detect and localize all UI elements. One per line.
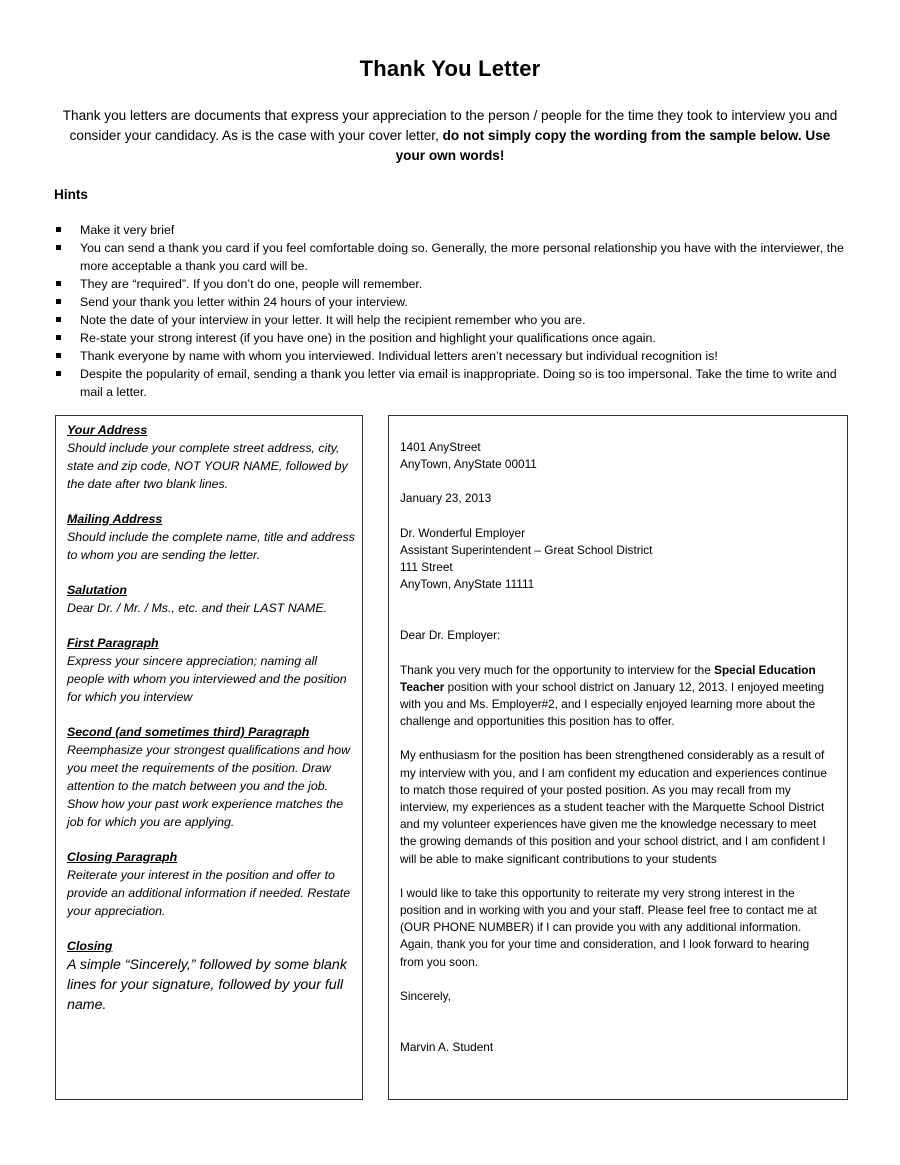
hint-text: You can send a thank you card if you feel comfortable doing so. Generally, the more personal relationship you have with the interviewer, the more acceptable a thank you card will be. xyxy=(80,241,844,273)
recipient-city: AnyTown, AnyState 11111 xyxy=(400,577,535,592)
bullet-icon xyxy=(56,281,61,286)
hint-item xyxy=(54,311,854,329)
letter-closing: Sincerely, xyxy=(400,988,451,1003)
guide-text: A simple “Sincerely,” followed by some blank lines for your signature, followed by your full name. xyxy=(67,957,347,1013)
recipient-name: Dr. Wonderful Employer xyxy=(400,525,526,540)
guide-text: Should include your complete street address, city, state and zip code, NOT YOUR NAME, followed by the date after two blank lines. xyxy=(67,441,348,491)
guide-heading: First Paragraph xyxy=(67,636,159,650)
letter-paragraph-2: My enthusiasm for the position has been strengthened considerably as a result of my interview with you, and I am confident my education and experiences continue to match those required of your posted position. As you may recall from my interview, my experiences as a student teacher with the Marquette School District and my volunteer experiences have given me the knowledge necessary to meet the growing demands of this position and your school district, and I am confident I will be able to make significant contributions to your students xyxy=(400,748,827,866)
sample-letter xyxy=(400,439,830,1056)
paragraph-text: Thank you very much for the opportunity to interview for the xyxy=(400,662,715,677)
bullet-icon xyxy=(56,299,61,304)
hint-text: Re-state your strong interest (if you have one) in the position and highlight your qualifications once again. xyxy=(80,331,656,345)
hint-item xyxy=(54,329,854,347)
bullet-icon xyxy=(56,227,61,232)
hint-text: Despite the popularity of email, sending a thank you letter via email is inappropriate. Doing so is too impersonal. Take the time to write and mail a letter. xyxy=(80,367,837,399)
letter-guide xyxy=(67,421,357,1032)
hint-item xyxy=(54,275,854,293)
guide-section-salutation xyxy=(67,581,357,617)
hint-text: Send your thank you letter within 24 hours of your interview. xyxy=(80,295,408,309)
guide-heading: Closing xyxy=(67,939,113,953)
hints-heading: Hints xyxy=(54,187,88,202)
hint-item xyxy=(54,293,854,311)
intro-paragraph xyxy=(54,106,846,166)
guide-section-your-address xyxy=(67,421,357,493)
hints-list xyxy=(54,221,854,401)
position-title: Special Education Teacher xyxy=(400,662,816,694)
hint-item xyxy=(54,365,854,401)
sender-street: 1401 AnyStreet xyxy=(400,440,481,454)
letter-date: January 23, 2013 xyxy=(400,491,492,506)
recipient-street: 111 Street xyxy=(400,560,453,575)
recipient-title: Assistant Superintendent – Great School District xyxy=(400,542,653,557)
intro-text: Thank you letters are documents that express your appreciation to the person / people for the time they took to interview you and consider your candidacy. As is the case with your cover letter, xyxy=(62,108,838,143)
bullet-icon xyxy=(56,245,61,250)
hint-item xyxy=(54,239,854,275)
guide-heading: Closing Paragraph xyxy=(67,850,178,864)
hint-item xyxy=(54,347,854,365)
sample-letter-box xyxy=(388,415,848,1100)
bullet-icon xyxy=(56,353,61,358)
bullet-icon xyxy=(56,371,61,376)
bullet-icon xyxy=(56,317,61,322)
guide-text: Reemphasize your strongest qualifications and how you meet the requirements of the position. Draw attention to the match between you and the job. Show how your past work experience matches the job for which you are applying. xyxy=(67,743,351,829)
guide-text: Should include the complete name, title and address to whom you are sending the letter. xyxy=(67,530,355,562)
guide-heading: Your Address xyxy=(67,423,148,437)
guide-text: Reiterate your interest in the position and offer to provide an additional information if needed. Restate your appreciation. xyxy=(67,868,351,918)
letter-salutation: Dear Dr. Employer: xyxy=(400,628,501,643)
hint-text: They are “required”. If you don’t do one, people will remember. xyxy=(80,277,423,291)
guide-section-second-paragraph xyxy=(67,723,357,831)
letter-paragraph-3: I would like to take this opportunity to reiterate my very strong interest in the position and in working with you and your staff. Please feel free to contact me at (OUR PHONE NUMBER) if I can provide you with any additional information. Again, thank you for your time and consideration, and I look forward to hearing from you soon. xyxy=(400,885,817,969)
guide-heading: Salutation xyxy=(67,583,127,597)
letter-guide-box xyxy=(55,415,363,1100)
guide-section-mailing-address xyxy=(67,510,357,564)
guide-section-first-paragraph xyxy=(67,634,357,706)
letter-paragraph-1 xyxy=(400,662,830,731)
guide-text: Dear Dr. / Mr. / Ms., etc. and their LAST NAME. xyxy=(67,601,328,615)
hint-text: Note the date of your interview in your letter. It will help the recipient remember who you are. xyxy=(80,313,586,327)
guide-text: Express your sincere appreciation; naming all people with whom you interviewed and the position for which you interview xyxy=(67,654,347,704)
page-title: Thank You Letter xyxy=(359,56,541,81)
hint-item xyxy=(54,221,854,239)
bullet-icon xyxy=(56,335,61,340)
guide-heading: Second (and sometimes third) Paragraph xyxy=(67,725,310,739)
hint-text: Thank everyone by name with whom you interviewed. Individual letters aren’t necessary but individual recognition is! xyxy=(80,349,718,363)
guide-section-closing-paragraph xyxy=(67,848,357,920)
guide-section-closing xyxy=(67,937,357,1015)
hint-text: Make it very brief xyxy=(80,223,175,237)
sender-city: AnyTown, AnyState 00011 xyxy=(400,457,537,472)
letter-signature: Marvin A. Student xyxy=(400,1040,494,1055)
intro-bold-text: do not simply copy the wording from the sample below. Use your own words! xyxy=(395,128,831,163)
paragraph-text: position with your school district on January 12, 2013. I enjoyed meeting with you and Ms. Employer#2, and I especially enjoyed learning more about the challenge and opportunities this position has to offer. xyxy=(400,679,825,729)
guide-heading: Mailing Address xyxy=(67,512,163,526)
